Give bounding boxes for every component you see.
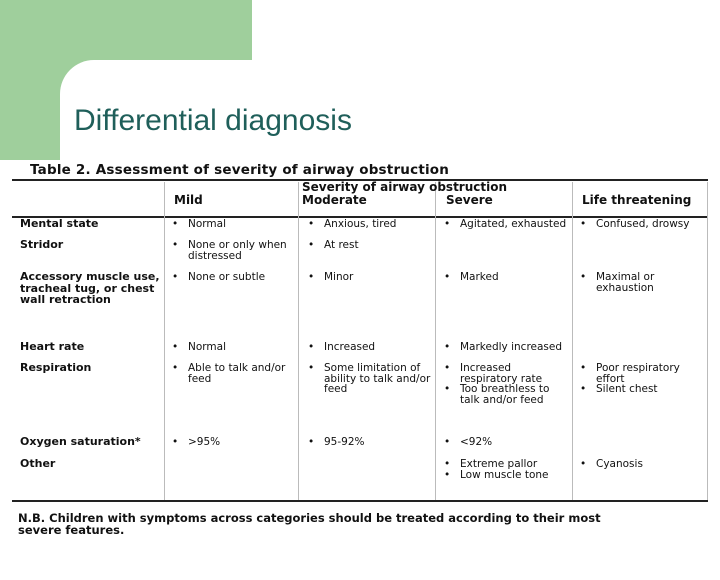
- row-label: Respiration: [20, 361, 92, 374]
- row-label: Heart rate: [20, 340, 85, 353]
- table-cell: [442, 363, 570, 405]
- cell-bullet-item: • Maximal or exhaustion: [578, 272, 706, 293]
- table-cell: [306, 219, 434, 230]
- column-divider: [298, 182, 299, 500]
- table-cell: [306, 437, 434, 448]
- cell-bullet-item: • None or only when distressed: [170, 240, 296, 261]
- table-cell: [442, 272, 570, 283]
- row-label: Mental state: [20, 217, 99, 230]
- table-cell: [442, 437, 570, 448]
- table-cell: [578, 272, 706, 293]
- table-cell: [306, 272, 434, 283]
- cell-bullet-item: • Markedly increased: [442, 342, 570, 353]
- column-header-severe: Severe: [446, 193, 493, 207]
- table-cell: [306, 363, 434, 395]
- cell-bullet-item: • Confused, drowsy: [578, 219, 706, 230]
- table-title: Table 2. Assessment of severity of airway obstruction: [30, 162, 450, 178]
- column-header-mild: Mild: [174, 193, 203, 207]
- cell-bullet-item: • 95-92%: [306, 437, 434, 448]
- row-label: Other: [20, 457, 56, 470]
- cell-bullet-item: • Normal: [170, 219, 296, 230]
- table-right-edge: [707, 182, 708, 500]
- cell-bullet-item: • Low muscle tone: [442, 470, 570, 481]
- cell-bullet-item: • Too breathless to talk and/or feed: [442, 384, 570, 405]
- row-label: Stridor: [20, 238, 64, 251]
- row-label: Accessory muscle use, tracheal tug, or chest wall retraction: [20, 270, 160, 306]
- table-cell: [442, 342, 570, 353]
- table-cell: [170, 437, 296, 448]
- cell-bullet-item: • Silent chest: [578, 384, 706, 395]
- cell-bullet-item: • None or subtle: [170, 272, 296, 283]
- cell-bullet-item: • Poor respiratory effort: [578, 363, 706, 384]
- cell-bullet-item: • Cyanosis: [578, 459, 706, 470]
- cell-bullet-item: • Increased respiratory rate: [442, 363, 570, 384]
- table-cell: [442, 219, 570, 230]
- cell-bullet-item: • >95%: [170, 437, 296, 448]
- table-cell: [170, 219, 296, 230]
- column-header-life-threatening: Life threatening: [582, 193, 692, 207]
- table-footnote: N.B. Children with symptoms across categories should be treated according to their most severe features.: [18, 511, 601, 537]
- cell-bullet-item: • Extreme pallor: [442, 459, 570, 470]
- table-cell: [578, 219, 706, 230]
- cell-bullet-item: • Normal: [170, 342, 296, 353]
- table-cell: [306, 342, 434, 353]
- column-divider: [435, 182, 436, 500]
- row-label: Oxygen saturation*: [20, 435, 141, 448]
- column-divider: [572, 182, 573, 500]
- table-cell: [170, 363, 296, 384]
- table-cell: [170, 342, 296, 353]
- column-header-moderate: Moderate: [302, 193, 367, 207]
- table-cell: [578, 459, 706, 470]
- cell-bullet-item: • At rest: [306, 240, 434, 251]
- table-bottom-rule: [12, 500, 708, 502]
- cell-bullet-item: • <92%: [442, 437, 570, 448]
- cell-bullet-item: • Agitated, exhausted: [442, 219, 570, 230]
- table-cell: [170, 240, 296, 261]
- table-cell: [442, 459, 570, 480]
- content-panel: [60, 60, 720, 580]
- cell-bullet-item: • Able to talk and/or feed: [170, 363, 296, 384]
- table-cell: [578, 363, 706, 395]
- cell-bullet-item: • Some limitation of ability to talk and/or feed: [306, 363, 434, 395]
- cell-bullet-item: • Increased: [306, 342, 434, 353]
- cell-bullet-item: • Marked: [442, 272, 570, 283]
- table-cell: [170, 272, 296, 283]
- table-cell: [306, 240, 434, 251]
- severity-group-header: Severity of airway obstruction: [302, 180, 508, 194]
- cell-bullet-item: • Anxious, tired: [306, 219, 434, 230]
- cell-bullet-item: • Minor: [306, 272, 434, 283]
- slide-title: Differential diagnosis: [74, 104, 352, 137]
